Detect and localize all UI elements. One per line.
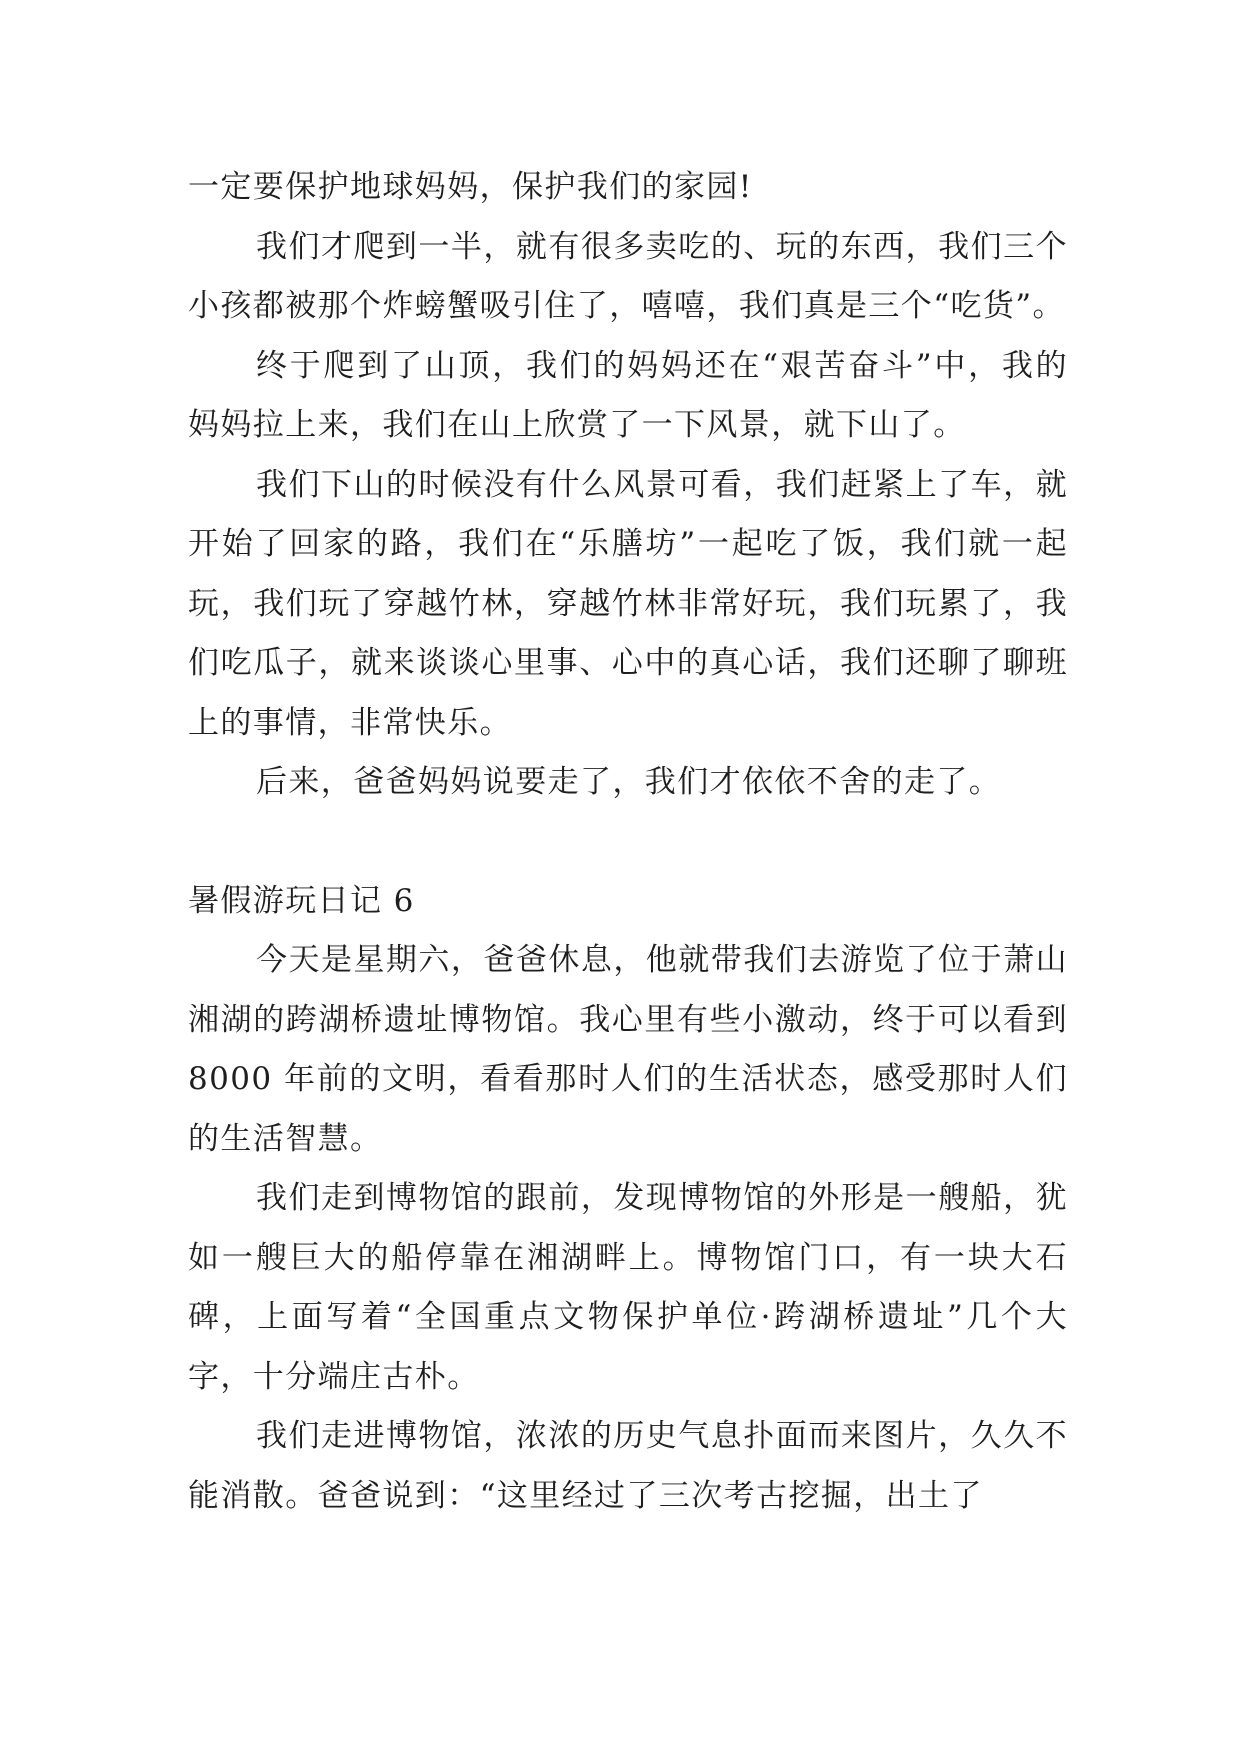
section-paragraph-3: 我们走进博物馆，浓浓的历史气息扑面而来图片，久久不能消散。爸爸说到：“这里经过了三次考古挖掘，出土了 bbox=[188, 1418, 1068, 1514]
paragraph-continuation-1: 一定要保护地球妈妈，保护我们的家园! bbox=[188, 169, 753, 205]
paragraph-continuation-4: 我们下山的时候没有什么风景可看，我们赶紧上了车，就开始了回家的路，我们在“乐膳坊”一起吃了饭，我们就一起玩，我们玩了穿越竹林，穿越竹林非常好玩，我们玩累了，我们吃瓜子，就来谈谈心里事、心中的真心话，我们还聊了聊班上的事情，非常快乐。 bbox=[188, 466, 1068, 741]
section-title: 暑假游玩日记 6 bbox=[188, 882, 415, 919]
paragraph-continuation-2: 我们才爬到一半，就有很多卖吃的、玩的东西，我们三个小孩都被那个炸螃蟹吸引住了，嘻嘻，我们真是三个“吃货”。 bbox=[188, 228, 1068, 324]
section-paragraph-1: 今天是星期六，爸爸休息，他就带我们去游览了位于萧山湘湖的跨湖桥遗址博物馆。我心里有些小激动，终于可以看到 8000 年前的文明，看看那时人们的生活状态，感受那时人们的生活智慧。 bbox=[188, 942, 1068, 1157]
document-body bbox=[188, 158, 1068, 1526]
section-paragraph-2: 我们走到博物馆的跟前，发现博物馆的外形是一艘船，犹如一艘巨大的船停靠在湘湖畔上。博物馆门口，有一块大石碑，上面写着“全国重点文物保护单位·跨湖桥遗址”几个大字，十分端庄古朴。 bbox=[188, 1180, 1068, 1395]
paragraph-continuation-3: 终于爬到了山顶，我们的妈妈还在“艰苦奋斗”中，我的妈妈拉上来，我们在山上欣赏了一下风景，就下山了。 bbox=[188, 347, 1068, 443]
paragraph-continuation-5: 后来，爸爸妈妈说要走了，我们才依依不舍的走了。 bbox=[256, 764, 1002, 800]
section-gap bbox=[188, 813, 1068, 872]
